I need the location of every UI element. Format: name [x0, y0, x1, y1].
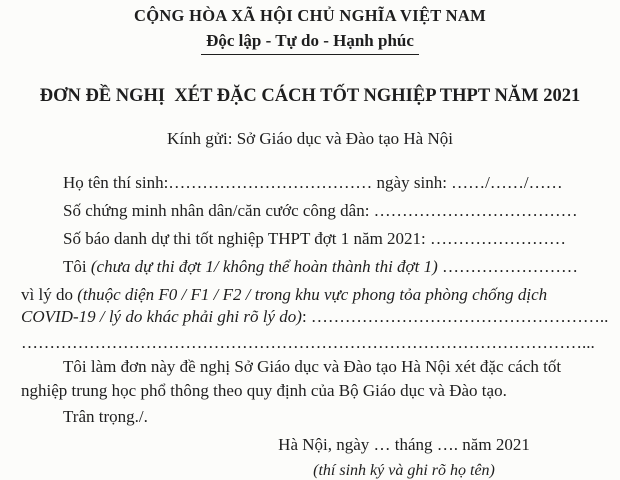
form-title: ĐƠN ĐỀ NGHỊ XÉT ĐẶC CÁCH TỐT NGHIỆP THPT NĂM 2021: [39, 86, 581, 106]
form-body: [21, 173, 609, 426]
recipient-line: Kính gửi: Sở Giáo dục và Đào tạo Hà Nội: [167, 129, 453, 148]
reason-detail-dots: : ……………………………………………..: [301, 307, 609, 326]
candidate-number-line: Số báo danh dự thi tốt nghiệp THPT đợt 1 năm 2021: ……………………: [63, 229, 567, 248]
id-number-line: Số chứng minh nhân dân/căn cước công dân: ………………………………: [63, 201, 578, 220]
closing-line: Trân trọng./.: [63, 407, 148, 426]
reason-detail-line-1: [21, 285, 599, 304]
reason-detail-options-1: (thuộc diện F0 / F1 / F2 / trong khu vực phong tỏa phòng chống dịch: [77, 285, 548, 304]
national-motto: Độc lập - Tự do - Hạnh phúc: [201, 31, 419, 55]
date-line: Hà Nội, ngày … tháng …. năm 2021: [278, 435, 530, 454]
motto-row: [21, 31, 599, 55]
signature-note: (thí sinh ký và ghi rõ họ tên): [313, 462, 495, 479]
reason-intro-options: (chưa dự thi đợt 1/ không thể hoàn thành thi đợt 1): [90, 257, 438, 276]
request-line-1: Tôi làm đơn này đề nghị Sở Giáo dục và Đào tạo Hà Nội xét đặc cách tốt: [63, 357, 562, 376]
reason-intro-dots: ……………………: [437, 257, 579, 276]
name-dob-line: Họ tên thí sinh:……………………………… ngày sinh: ……/……/……: [63, 173, 563, 192]
request-line-2: nghiệp trung học phổ thông theo quy định của Bộ Giáo dục và Đào tạo.: [21, 381, 507, 400]
dotted-fill-line: ………………………………………………………………………………………...: [21, 333, 595, 352]
national-title: CỘNG HÒA XÃ HỘI CHỦ NGHĨA VIỆT NAM: [133, 6, 486, 25]
reason-detail-options-2: COVID-19 / lý do khác phải ghi rõ lý do): [21, 307, 302, 326]
reason-detail-line-2: [21, 307, 609, 326]
reason-detail-prefix: vì lý do: [21, 285, 78, 304]
signature-block: [239, 435, 569, 480]
reason-intro-line: [21, 257, 599, 276]
reason-intro-prefix: Tôi: [63, 257, 91, 276]
